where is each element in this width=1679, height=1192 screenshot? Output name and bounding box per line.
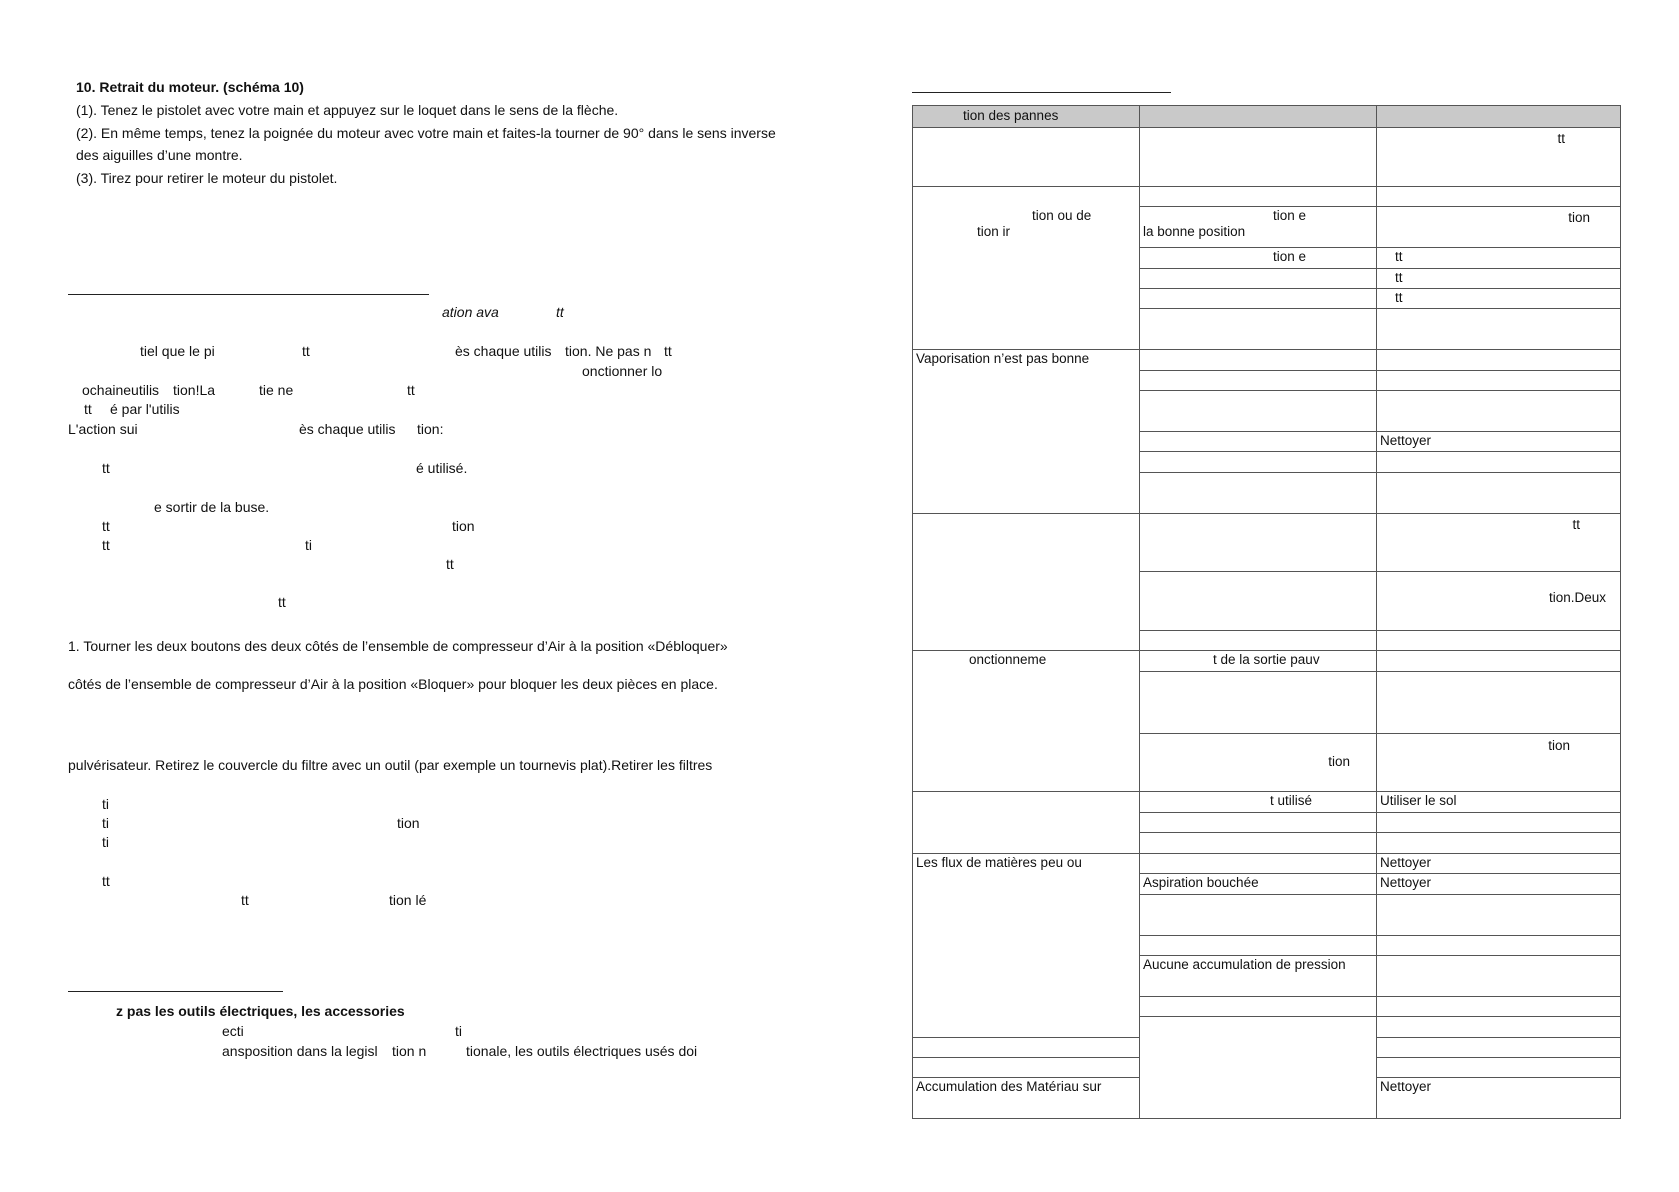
text-fragment: tt (278, 594, 286, 610)
section-10-line: (1). Tenez le pistolet avec votre main et appuyez sur le loquet dans le sens de la flèche. (76, 102, 619, 118)
table-row (913, 514, 1621, 572)
table-cell (1377, 997, 1621, 1017)
text-fragment: ti (102, 834, 109, 850)
table-cell (1140, 1017, 1377, 1119)
table-cell (1140, 309, 1377, 350)
table-cell (1140, 514, 1377, 572)
cell-text: la bonne position (1143, 224, 1246, 239)
text-fragment: tt (84, 401, 92, 417)
table-cell (913, 792, 1140, 854)
text-fragment: tt (446, 556, 454, 572)
text-fragment: tion lé (389, 892, 427, 908)
table-cell (1377, 631, 1621, 651)
table-cell (1140, 187, 1377, 207)
cell-text: tion ir (977, 224, 1011, 239)
cell-text: tt (1557, 131, 1565, 146)
table-cell (1140, 473, 1377, 514)
section-10-line: (2). En même temps, tenez la poignée du moteur avec votre main et faites-la tourner de 90° dans le sens inverse (76, 125, 776, 141)
text-fragment: ti (102, 815, 109, 831)
text-fragment: tt (102, 460, 110, 476)
text-fragment: L'action sui (68, 421, 138, 437)
text-fragment: ecti (222, 1023, 244, 1039)
text-fragment: ès chaque utilis (299, 421, 396, 437)
table-cell (1377, 371, 1621, 391)
cell-text: t de la sortie pauv (1140, 651, 1377, 672)
text-fragment: tion (397, 815, 420, 831)
cell-text: Aspiration bouchée (1140, 874, 1377, 895)
table-cell (1140, 672, 1377, 734)
table-cell (1377, 813, 1621, 833)
text-fragment: ès chaque utilis (455, 343, 552, 359)
cell-text: tt (1377, 289, 1621, 309)
text-fragment: tt (664, 343, 672, 359)
table-cell (1377, 1038, 1621, 1058)
text-fragment: e sortir de la buse. (154, 499, 270, 515)
text-fragment: tt (407, 382, 415, 398)
table-cell (1377, 956, 1621, 997)
text-fragment: tt (302, 343, 310, 359)
cell-text: Nettoyer (1377, 1078, 1621, 1119)
cell-text: Nettoyer (1377, 854, 1621, 874)
cell-text: tion (1568, 210, 1590, 225)
text-fragment: tt (556, 304, 564, 320)
text-fragment: tion n (392, 1043, 427, 1059)
compressor-line: côtés de l’ensemble de compresseur d’Air à la position «Bloquer» pour bloquer les deux pièces en place. (68, 676, 718, 692)
header-cell: tion des pannes (913, 106, 1140, 128)
table-cell (1377, 514, 1621, 572)
cell-text: tion ou de (1032, 208, 1092, 223)
table-cell (1377, 391, 1621, 432)
table-cell (1377, 187, 1621, 207)
header-cell (1140, 106, 1377, 128)
table-cell (913, 187, 1140, 350)
disposal-heading: z pas les outils électriques, les accessories (116, 1003, 405, 1019)
cell-text: Accumulation des Matériau sur (913, 1078, 1140, 1119)
table-cell (1377, 1058, 1621, 1078)
text-fragment: tiel que le pi (140, 343, 215, 359)
section-10-line: des aiguilles d’une montre. (76, 147, 243, 163)
table-cell (913, 1058, 1140, 1078)
cell-text: Aucune accumulation de pression (1140, 956, 1377, 997)
table-cell (1140, 572, 1377, 631)
section-divider (912, 92, 1171, 93)
table-cell (1377, 350, 1621, 371)
table-cell (1140, 734, 1377, 792)
troubleshooting-table (912, 105, 1621, 1119)
table-row (913, 128, 1621, 187)
table-row (913, 350, 1621, 371)
table-cell (1377, 734, 1621, 792)
section-10-title: 10. Retrait du moteur. (schéma 10) (76, 79, 304, 95)
text-fragment: ti (455, 1023, 462, 1039)
cell-text: Nettoyer (1377, 874, 1621, 895)
table-cell (913, 128, 1140, 187)
text-fragment: é par l'utilis (110, 401, 180, 417)
table-cell (1140, 854, 1377, 874)
table-row (913, 187, 1621, 207)
table-cell (1140, 997, 1377, 1017)
text-fragment: tt (102, 873, 110, 889)
text-fragment: tion (452, 518, 475, 534)
filter-line: pulvérisateur. Retirez le couvercle du filtre avec un outil (par exemple un tournevis plat).Retirer les filtres (68, 757, 713, 773)
cell-text: onctionneme (913, 651, 1140, 792)
text-fragment: ation ava (442, 304, 499, 320)
cell-text: Utiliser le sol (1377, 792, 1621, 813)
table-cell (1377, 309, 1621, 350)
section-divider (68, 294, 429, 295)
table-cell (913, 1038, 1140, 1058)
cell-text: t utilisé (1140, 792, 1377, 813)
table-cell (1140, 895, 1377, 936)
cell-text: Vaporisation n’est pas bonne (913, 350, 1140, 514)
table-cell (1140, 432, 1377, 452)
cell-text: tion (1328, 754, 1350, 769)
compressor-line: 1. Tourner les deux boutons des deux côtés de l’ensemble de compresseur d’Air à la position «Débloquer» (68, 638, 728, 654)
table-cell (913, 514, 1140, 651)
table-cell (1140, 371, 1377, 391)
table-cell (1377, 833, 1621, 854)
text-fragment: tt (102, 518, 110, 534)
text-fragment: ti (305, 537, 312, 553)
table-cell (1140, 350, 1377, 371)
cell-text: tion e (1273, 208, 1307, 223)
table-cell (1140, 631, 1377, 651)
cell-text: tion (1548, 738, 1570, 753)
table-row (913, 854, 1621, 874)
table-header-row (913, 106, 1621, 128)
table-cell (1377, 207, 1621, 248)
text-fragment: é utilisé. (416, 460, 468, 476)
text-fragment: ansposition dans la legisl (222, 1043, 378, 1059)
text-fragment: tion. Ne pas n (565, 343, 652, 359)
table-cell (1140, 269, 1377, 289)
text-fragment: tt (102, 537, 110, 553)
table-cell (1140, 813, 1377, 833)
text-fragment: ochaineutilis (82, 382, 160, 398)
table-cell (1377, 895, 1621, 936)
table-cell (1140, 936, 1377, 956)
table-cell (1377, 452, 1621, 473)
cell-text: tt (1377, 269, 1621, 289)
table-row (913, 651, 1621, 672)
text-fragment: tionale, les outils électriques usés doi (466, 1043, 698, 1059)
text-fragment: tt (241, 892, 249, 908)
cell-text: Nettoyer (1377, 432, 1621, 452)
text-fragment: onctionner lo (582, 363, 663, 379)
text-fragment: ti (102, 796, 109, 812)
table-cell (1140, 833, 1377, 854)
table-cell (1377, 128, 1621, 187)
text-fragment: tion!La (173, 382, 216, 398)
table-cell (1377, 473, 1621, 514)
header-cell (1377, 106, 1621, 128)
cell-text: tt (1572, 517, 1580, 532)
table-cell (1140, 128, 1377, 187)
section-divider (68, 991, 283, 992)
table-cell (1140, 289, 1377, 309)
table-cell (1377, 651, 1621, 672)
table-cell (1377, 672, 1621, 734)
text-fragment: tion: (417, 421, 444, 437)
table-cell (1140, 391, 1377, 432)
table-row (913, 792, 1621, 813)
cell-text: Les flux de matières peu ou (913, 854, 1140, 1038)
table-cell (1377, 936, 1621, 956)
table-cell (1140, 452, 1377, 473)
cell-text: tt (1377, 248, 1621, 269)
cell-text: tion e (1140, 248, 1377, 269)
cell-text: tion.Deux (1548, 590, 1606, 605)
table-cell (1140, 207, 1377, 248)
text-fragment: tie ne (259, 382, 294, 398)
section-10-line: (3). Tirez pour retirer le moteur du pistolet. (76, 170, 338, 186)
table-cell (1377, 572, 1621, 631)
table-cell (1377, 1017, 1621, 1038)
